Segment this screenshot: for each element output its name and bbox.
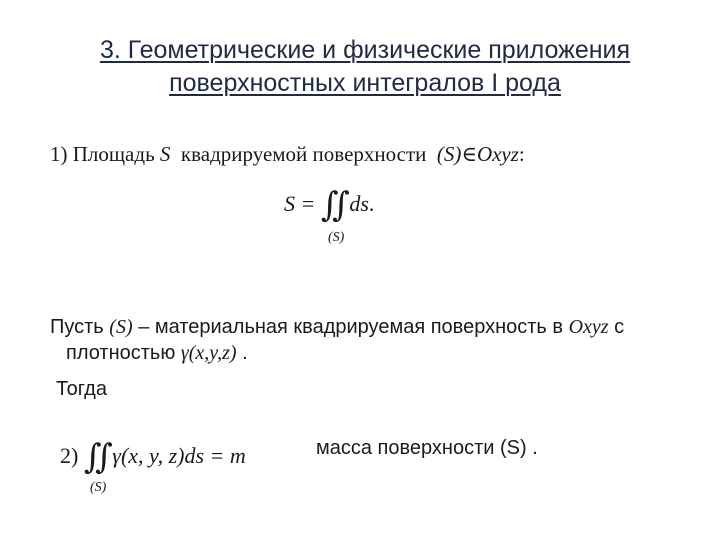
paragraph-line-2	[66, 342, 248, 365]
para-text: – материальная квадрируемая поверхность в	[138, 316, 564, 338]
slide-title	[40, 34, 690, 100]
then-word: Тогда	[56, 378, 107, 400]
para-tail: с	[614, 316, 625, 338]
area-formula	[284, 180, 375, 224]
item-1-text: квадрируемой поверхности	[180, 142, 427, 166]
para-line2-post: .	[242, 342, 248, 364]
item-1-line	[50, 142, 525, 167]
mass-caption	[316, 437, 538, 460]
title-line-2: поверхностных интегралов I рода	[169, 69, 561, 97]
mass-caption-text: масса поверхности	[316, 437, 495, 459]
area-formula-lhs: S =	[284, 191, 316, 216]
mass-caption-surface: (S)	[500, 437, 527, 459]
para-surface: (S)	[109, 316, 133, 338]
paragraph-line-1	[50, 312, 624, 342]
mass-formula-subscript: (S)	[90, 480, 107, 495]
para-let: Пусть	[50, 316, 104, 338]
para-space: Oxyz	[568, 316, 609, 338]
item-1-prefix: 1) Площадь	[50, 142, 155, 166]
item-1-var: S	[159, 142, 171, 166]
mass-caption-post: .	[532, 437, 538, 459]
mass-double-integral-sign: ∬	[83, 439, 107, 476]
item-1-colon: :	[518, 142, 525, 166]
para-line2-pre: плотностью	[66, 342, 176, 364]
mass-formula-body: γ(x, y, z)ds = m	[112, 443, 246, 468]
area-formula-dot: .	[368, 191, 375, 216]
title-line-1: 3. Геометрические и физические приложения	[99, 36, 631, 64]
item-1-belongs: ∈	[461, 142, 477, 166]
mass-formula-prefix: 2)	[60, 443, 79, 468]
double-integral-sign: ∬	[320, 187, 344, 224]
area-formula-subscript: (S)	[328, 230, 345, 245]
mass-formula	[60, 432, 246, 476]
para-density: γ(x,y,z)	[180, 342, 237, 364]
item-1-space: Oxyz	[476, 142, 519, 166]
area-formula-body: ds	[349, 191, 369, 216]
item-1-surface: (S)	[436, 142, 462, 166]
